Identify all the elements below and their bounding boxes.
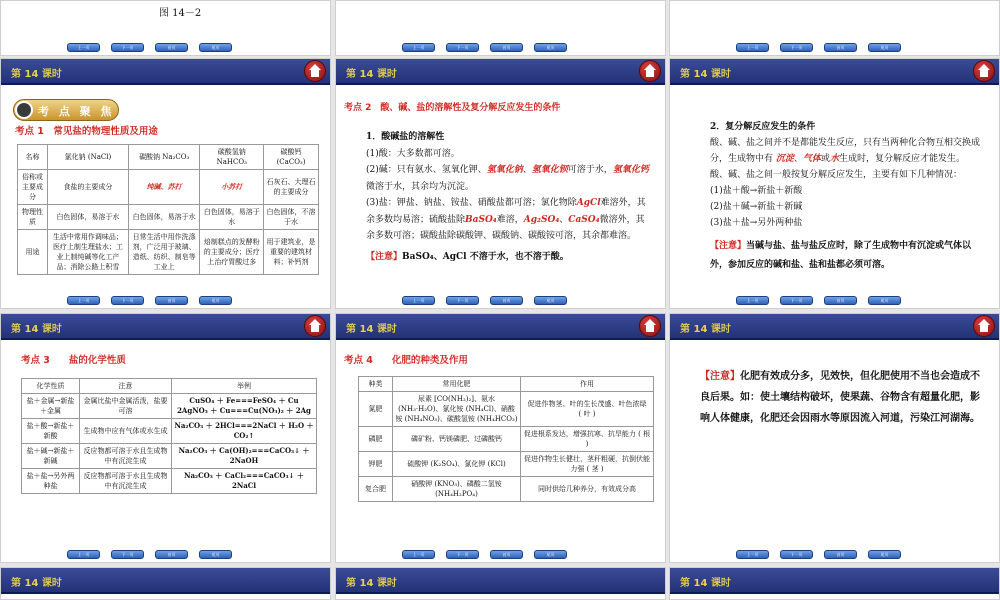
table-cell: 日常生活中用作洗涤剂，广泛用于玻璃、造纸、纺织、制皂等工业上 (128, 230, 200, 275)
nav-button[interactable]: 首页 (824, 550, 857, 559)
table-cell: 白色固体，易溶于水 (200, 205, 264, 230)
banner-icon (15, 101, 33, 119)
home-button[interactable] (639, 315, 661, 337)
lesson-label: 第 14 课时 (680, 324, 731, 335)
lesson-label: 第 14 课时 (11, 69, 62, 80)
nav-button[interactable]: 上一页 (402, 550, 435, 559)
table-cell: 石灰石、大理石的主要成分 (264, 170, 319, 205)
nav-button[interactable]: 首页 (155, 43, 188, 52)
cases-intro: 酸、碱、盐之间一般按复分解反应发生，主要有如下几种情况： (710, 170, 963, 180)
answer-blank: 氢氧化钠 (486, 165, 523, 175)
lesson-label: 第 14 课时 (11, 324, 62, 335)
note-text: BaSO₄、AgCl 不溶于水，也不溶于酸。 (402, 251, 569, 262)
slide-nav (1, 294, 330, 308)
answer-blank: 氢氧化钡 (531, 165, 568, 175)
nav-button[interactable]: 尾页 (868, 550, 901, 559)
nav-button[interactable]: 下一页 (446, 43, 479, 52)
nav-button[interactable]: 尾页 (199, 43, 232, 52)
section-heading: 考点 1 常见盐的物理性质及用途 (15, 126, 158, 137)
nav-button[interactable]: 首页 (155, 550, 188, 559)
fertilizer-table (358, 376, 654, 502)
solubility-text (366, 129, 651, 265)
nav-button[interactable]: 下一页 (111, 296, 144, 305)
nav-button[interactable]: 尾页 (199, 550, 232, 559)
slide-bottom-right (669, 567, 1000, 600)
note-text: 当碱与盐、盐与盐反应时，除了生成物中有沉淀或气体以外，参加反应的碱和盐、盐和盐都必须可溶。 (710, 241, 972, 270)
table-row: 钾肥 硫酸钾 (K₂SO₄)、氯化钾 (KCl) 促进作物生长健壮，茎秆粗硬，抗倒伏能力强 ( 茎 ) (359, 452, 654, 477)
chemical-table (21, 378, 317, 494)
nav-button[interactable]: 尾页 (534, 296, 567, 305)
note-tag: 【注意】 (366, 251, 403, 262)
nav-button[interactable]: 首页 (490, 296, 523, 305)
answer-blank: 水 (829, 154, 839, 164)
slide-nav (670, 548, 999, 562)
nav-button[interactable]: 上一页 (67, 43, 100, 52)
table-cell: 生活中常用作调味品；医疗上制生理盐水；工业上制纯碱等化工产品；消除公路上积雪 (48, 230, 129, 275)
row-label: 物理性质 (18, 205, 48, 230)
table-row (18, 170, 319, 205)
table-row: 复合肥 硝酸钾 (KNO₃)、磷酸二氢铵 (NH₄H₂PO₄) 同时供给几种养分，有效成分高 (359, 477, 654, 502)
nav-button[interactable]: 首页 (155, 296, 188, 305)
slide-fertilizer-note (669, 313, 1000, 563)
case-item: (3)盐＋盐→另外两种盐 (710, 218, 803, 228)
column-header: 种类 (359, 377, 393, 392)
slide-top-middle (335, 0, 666, 56)
section-heading: 考点 3 盐的化学性质 (21, 355, 126, 366)
nav-button[interactable]: 下一页 (111, 550, 144, 559)
column-header: 碳酸钠 Na₂CO₃ (128, 145, 200, 170)
figure-caption: 图 14－2 (159, 8, 202, 19)
answer-blank: Ag₂SO₄ (523, 214, 560, 225)
nav-button[interactable]: 下一页 (446, 550, 479, 559)
fertilizer-note (700, 366, 982, 429)
nav-button[interactable]: 首页 (490, 43, 523, 52)
note-tag: 【注意】 (700, 371, 740, 382)
section-banner (13, 99, 119, 121)
banner-text: 考 点 聚 焦 (38, 105, 115, 118)
section-heading: 考点 4 化肥的种类及作用 (344, 355, 468, 366)
row-label: 俗称或主要成分 (18, 170, 48, 205)
note-text: 化肥有效成分多，见效快，但化肥使用不当也会造成不良后果。如：使土壤结构破坏，使果蔬、谷物含有超量化肥，影响人体健康，化肥还会因雨水等原因流入河道，污染江河湖海。 (700, 371, 980, 424)
case-item: (1)盐＋酸→新盐＋新酸 (710, 186, 803, 196)
nav-button[interactable]: 上一页 (402, 296, 435, 305)
nav-button[interactable]: 首页 (824, 296, 857, 305)
nav-button[interactable]: 尾页 (534, 43, 567, 52)
slide-bottom-middle (335, 567, 666, 600)
acid-line: (1)酸：大多数都可溶。 (366, 148, 460, 159)
lesson-label: 第 14 课时 (11, 578, 62, 589)
nav-button[interactable]: 尾页 (534, 550, 567, 559)
answer-blank: BaSO₄ (465, 214, 497, 225)
table-row: 磷肥 磷矿粉、钙镁磷肥、过磷酸钙 促进根系发达，增强抗寒、抗旱能力 ( 根 ) (359, 427, 654, 452)
case-item: (2)盐＋碱→新盐＋新碱 (710, 202, 803, 212)
subheading: 2．复分解反应发生的条件 (710, 122, 816, 132)
nav-button[interactable]: 首页 (824, 43, 857, 52)
home-button[interactable] (304, 315, 326, 337)
slide-header (670, 59, 999, 85)
nav-button[interactable]: 下一页 (780, 43, 813, 52)
salt-line: (3)盐：钾盐、钠盐、铵盐、硝酸盐都可溶；氯化物除AgCl难溶外，其余多数均易溶；硫酸盐除BaSO₄难溶，Ag₂SO₄、CaSO₄微溶外，其余多数可溶；碳酸盐除碳酸钾、碳酸钠、碳酸铵可溶，其余都难溶。 (366, 198, 646, 241)
salt-table (17, 144, 319, 275)
table-cell: 白色固体，不溶于水 (264, 205, 319, 230)
slide-nav (1, 41, 330, 55)
table-row (18, 205, 319, 230)
table-header-row (22, 379, 317, 394)
column-header: 化学性质 (22, 379, 80, 394)
nav-button[interactable]: 尾页 (868, 43, 901, 52)
home-button[interactable] (973, 60, 995, 82)
condition-paragraph: 酸、碱、盐之间并不是都能发生反应，只有当两种化合物互相交换成分，生成物中有 沉淀、气体或水生成时，复分解反应才能发生。 (710, 138, 981, 164)
slide-nav (336, 41, 665, 55)
table-row: 盐＋碱→新盐＋新碱 反应物都可溶于水且生成物中有沉淀生成 Na₂CO₃ ＋ Ca(OH)₂===CaCO₃↓ ＋ 2NaOH (22, 444, 317, 469)
column-header: 氯化钠 (NaCl) (48, 145, 129, 170)
nav-button[interactable]: 上一页 (736, 43, 769, 52)
column-header: 名称 (18, 145, 48, 170)
nav-button[interactable]: 尾页 (199, 296, 232, 305)
table-header-row (359, 377, 654, 392)
table-cell: 白色固体，易溶于水 (128, 205, 200, 230)
slide-nav (670, 294, 999, 308)
table-row: 盐＋盐→另外两种盐 反应物都可溶于水且生成物中有沉淀生成 Na₂CO₃ ＋ CaCl₂===CaCO₃↓ ＋ 2NaCl (22, 469, 317, 494)
slide-header (670, 314, 999, 340)
nav-button[interactable]: 下一页 (780, 550, 813, 559)
slide-nav (670, 41, 999, 55)
lesson-label: 第 14 课时 (346, 578, 397, 589)
column-header: 碳酸钙 (CaCO₃) (264, 145, 319, 170)
nav-button[interactable]: 首页 (490, 550, 523, 559)
column-header: 作用 (521, 377, 654, 392)
subheading: 1．酸碱盐的溶解性 (366, 132, 445, 142)
lesson-label: 第 14 课时 (346, 69, 397, 80)
section-heading: 考点 2 酸、碱、盐的溶解性及复分解反应发生的条件 (344, 103, 561, 113)
slide-double-decomposition (669, 58, 1000, 309)
slide-salt-properties (0, 58, 331, 309)
table-cell: 用于建筑业，是重要的建筑材料；补钙剂 (264, 230, 319, 275)
nav-button[interactable]: 上一页 (67, 550, 100, 559)
slide-bottom-left (0, 567, 331, 600)
row-label: 用途 (18, 230, 48, 275)
lesson-label: 第 14 课时 (680, 69, 731, 80)
nav-button[interactable]: 下一页 (111, 43, 144, 52)
column-header: 举例 (172, 379, 317, 394)
answer-cell: 纯碱、苏打 (128, 170, 200, 205)
slide-nav (336, 294, 665, 308)
lesson-label: 第 14 课时 (346, 324, 397, 335)
lesson-label: 第 14 课时 (680, 578, 731, 589)
table-row: 盐＋酸→新盐＋新酸 生成物中应有气体或水生成 Na₂CO₃ ＋ 2HCl===2NaCl ＋ H₂O ＋ CO₂↑ (22, 419, 317, 444)
table-cell: 焙制糕点的发酵粉的主要成分；医疗上治疗胃酸过多 (200, 230, 264, 275)
slide-nav (1, 548, 330, 562)
slide-header (336, 59, 665, 85)
slide-header (336, 314, 665, 340)
answer-blank: 气体 (802, 154, 821, 164)
answer-blank: 沉淀 (775, 154, 794, 164)
answer-blank: AgCl (576, 198, 601, 208)
slide-header (336, 568, 665, 594)
nav-button[interactable]: 下一页 (780, 296, 813, 305)
column-header: 注意 (80, 379, 172, 394)
nav-button[interactable]: 尾页 (868, 296, 901, 305)
table-row (18, 230, 319, 275)
slide-top-right (669, 0, 1000, 56)
slide-solubility (335, 58, 666, 309)
answer-cell: 小苏打 (200, 170, 264, 205)
nav-button[interactable]: 上一页 (736, 550, 769, 559)
column-header: 常用化肥 (393, 377, 521, 392)
base-line: (2)碱：只有氨水、氢氧化钾、氢氧化钠、氢氧化钡可溶于水，氢氧化钙微溶于水，其余均为沉淀。 (366, 165, 649, 192)
home-button[interactable] (304, 60, 326, 82)
nav-button[interactable]: 上一页 (67, 296, 100, 305)
conditions-text (710, 119, 988, 275)
nav-button[interactable]: 上一页 (736, 296, 769, 305)
slide-header (1, 314, 330, 340)
table-cell: 食盐的主要成分 (48, 170, 129, 205)
answer-blank: 氢氧化钙 (612, 165, 649, 175)
slide-nav (336, 548, 665, 562)
slide-fertilizers (335, 313, 666, 563)
note-tag: 【注意】 (710, 241, 747, 251)
column-header: 碳酸氢钠 NaHCO₃ (200, 145, 264, 170)
table-header-row (18, 145, 319, 170)
nav-button[interactable]: 上一页 (402, 43, 435, 52)
table-row: 氮肥 尿素 [CO(NH₂)₂]、氨水 (NH₃·H₂O)、氯化铵 (NH₄Cl)、硝酸铵 (NH₄NO₃)、碳酸氢铵 (NH₄HCO₃) 促进作物茎、叶的生长茂盛、叶色浓绿 ( 叶 ) (359, 392, 654, 427)
slide-header (1, 59, 330, 85)
slide-header (1, 568, 330, 594)
table-cell: 白色固体，易溶于水 (48, 205, 129, 230)
answer-blank: CaSO₄ (568, 214, 600, 225)
slide-chemical-properties (0, 313, 331, 563)
home-button[interactable] (639, 60, 661, 82)
slide-header (670, 568, 999, 594)
home-button[interactable] (973, 315, 995, 337)
table-row: 盐＋金属→新盐＋金属 金属比盐中金属活泼，盐要可溶 CuSO₄ ＋ Fe===FeSO₄ ＋ Cu 2AgNO₃ ＋ Cu===Cu(NO₃)₂ ＋ 2Ag (22, 394, 317, 419)
slide-top-left (0, 0, 331, 56)
nav-button[interactable]: 下一页 (446, 296, 479, 305)
